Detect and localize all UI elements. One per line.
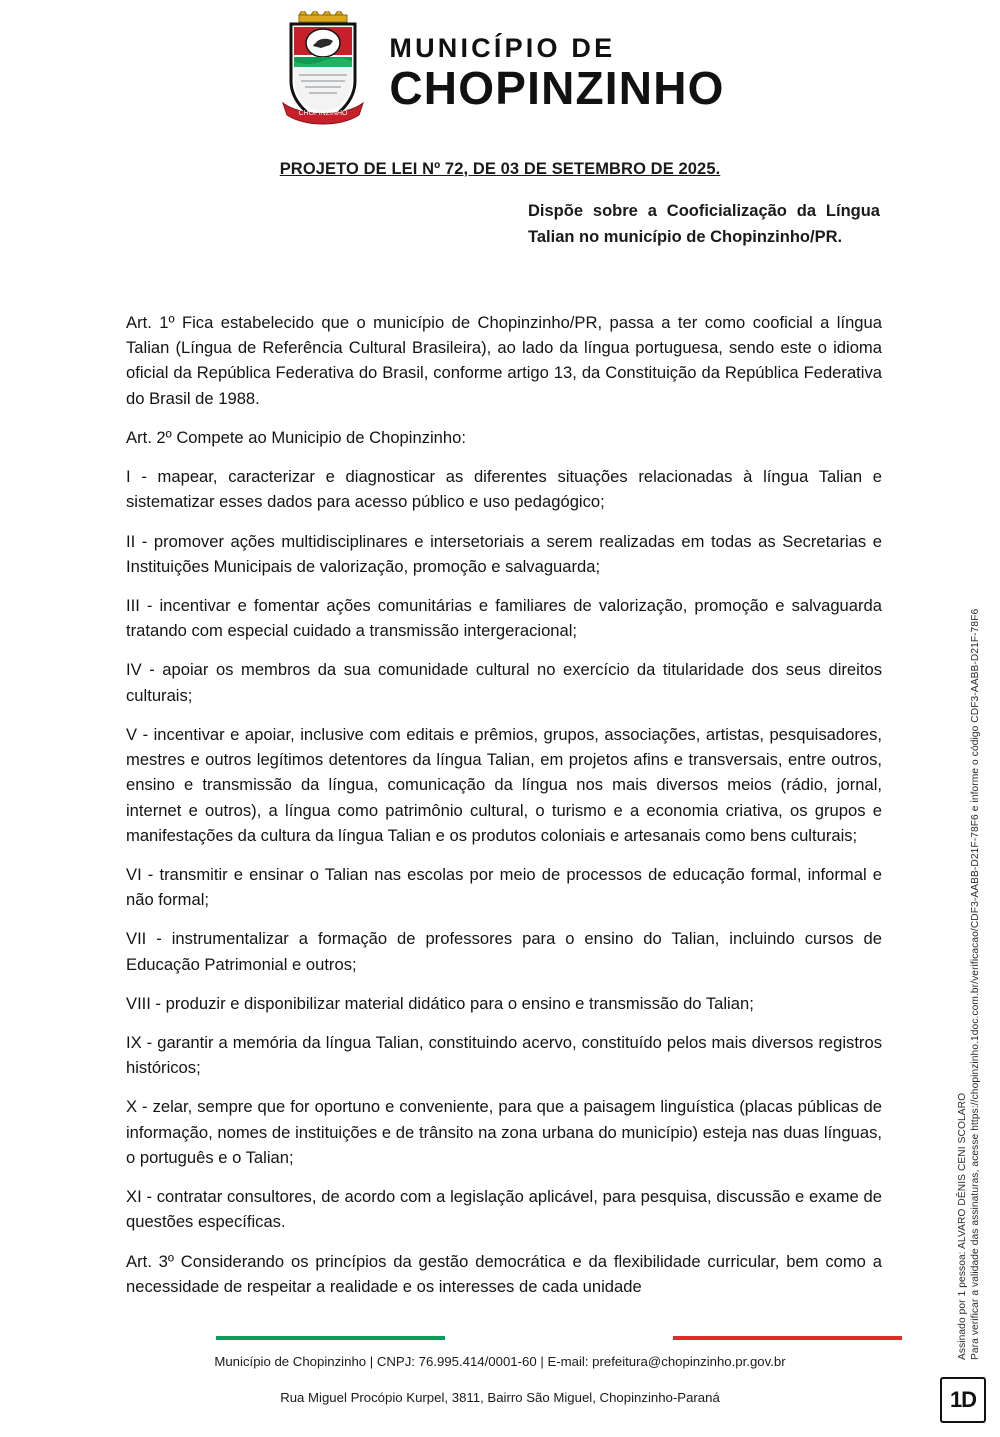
- body-paragraph: Art. 1º Fica estabelecido que o município de Chopinzinho/PR, passa a ter como cooficial a língua Talian (Língua de Referência Cultural Brasileira), ao lado da língua portuguesa, sendo este o idioma oficial da República Federativa do Brasil, conforme artigo 13, da Constituição da República Federativa do Brasil de 1988.: [126, 313, 882, 408]
- brand-wordmark: [389, 33, 725, 114]
- document-summary: Dispõe sobre a Cooficialização da Língua Talian no município de Chopinzinho/PR.: [528, 202, 880, 247]
- footer-divider-green: [216, 1336, 445, 1340]
- footer-contact-line: Município de Chopinzinho | CNPJ: 76.995.414/0001-60 | E-mail: prefeitura@chopinzinho.pr.gov.br: [214, 1354, 786, 1369]
- body-paragraph: Art. 3º Considerando os princípios da gestão democrática e da flexibilidade curricular, bem como a necessidade de respeitar a realidade e os interesses de cada unidade: [126, 1251, 882, 1296]
- body-paragraph: Art. 2º Compete ao Municipio de Chopinzinho:: [126, 427, 466, 447]
- document-header: [0, 8, 1000, 138]
- signature-badge-icon: 1D: [940, 1377, 986, 1423]
- page-title: PROJETO DE LEI Nº 72, DE 03 DE SETEMBRO DE 2025.: [279, 160, 721, 178]
- coat-of-arms-icon: [275, 11, 371, 135]
- document-body: [126, 310, 882, 1299]
- body-paragraph: VII - instrumentalizar a formação de professores para o ensino do Talian, incluindo cursos de Educação Patrimonial e outros;: [126, 929, 882, 974]
- digital-signature-strip: [944, 430, 984, 1370]
- body-paragraph: III - incentivar e fomentar ações comunitárias e familiares de valorização, promoção e salvaguarda tratando com especial cuidado a transmissão intergeracional;: [126, 595, 882, 641]
- footer-address-line: Rua Miguel Procópio Kurpel, 3811, Bairro São Miguel, Chopinzinho-Paraná: [280, 1390, 720, 1405]
- svg-text:CHOPINZINHO: CHOPINZINHO: [298, 110, 348, 117]
- body-paragraph: IV - apoiar os membros da sua comunidade cultural no exercício da titularidade dos seus direitos culturais;: [126, 660, 882, 705]
- body-paragraph: IX - garantir a memória da língua Talian, constituindo acervo, constituído pelos mais diversos registros históricos;: [126, 1033, 882, 1078]
- footer-divider-red: [673, 1336, 902, 1340]
- body-paragraph: VIII - produzir e disponibilizar material didático para o ensino e transmissão do Talian;: [126, 993, 754, 1013]
- body-paragraph: XI - contratar consultores, de acordo com a legislação aplicável, para pesquisa, discussão e exame de questões específicas.: [126, 1187, 882, 1232]
- body-paragraph: VI - transmitir e ensinar o Talian nas escolas por meio de processos de educação formal, informal e não formal;: [126, 864, 882, 910]
- brand-top-line: MUNICÍPIO DE: [389, 33, 616, 63]
- signature-signer-line: Assinado por 1 pessoa: ALVARO DÊNIS CENI SCOLARO: [957, 1092, 968, 1360]
- body-paragraph: I - mapear, caracterizar e diagnosticar as diferentes situações relacionadas à língua Talian e sistematizar esses dados para acesso público e uso pedagógico;: [126, 467, 882, 512]
- signature-verification-line: Para verificar a validade das assinaturas, acesse https://chopinzinho.1doc.com.br/verificacao/CDF3-AABB-D21F-78F6 e informe o código CDF3-AABB-D21F-78F6: [970, 608, 981, 1360]
- body-paragraph: X - zelar, sempre que for oportuno e conveniente, para que a paisagem linguística (placas públicas de informação, nomes de instituições e de trânsito na zona urbana do município) esteja nas duas línguas, o português e o Talian;: [126, 1097, 882, 1167]
- body-paragraph: II - promover ações multidisciplinares e intersetoriais a serem realizadas em todas as Secretarias e Instituições Municipais de valorização, promoção e salvaguarda;: [126, 531, 882, 576]
- body-paragraph: V - incentivar e apoiar, inclusive com editais e prêmios, grupos, associações, artistas, pesquisadores, mestres e outros legítimos detentores da língua Talian, em projetos afins e transversais, entre outros, ensino e transmissão da língua, comunicação da língua nos mais diversos meios (rádio, jornal, internet e outros), a língua como patrimônio cultural, o turismo e a economia criativa, os grupos e manifestações da cultura da língua Talian e os produtos coloniais e artesanais como bens culturais;: [126, 724, 882, 845]
- footer-divider: [216, 1336, 902, 1340]
- footer-divider-white: [445, 1336, 674, 1340]
- brand-main-line: CHOPINZINHO: [389, 62, 725, 114]
